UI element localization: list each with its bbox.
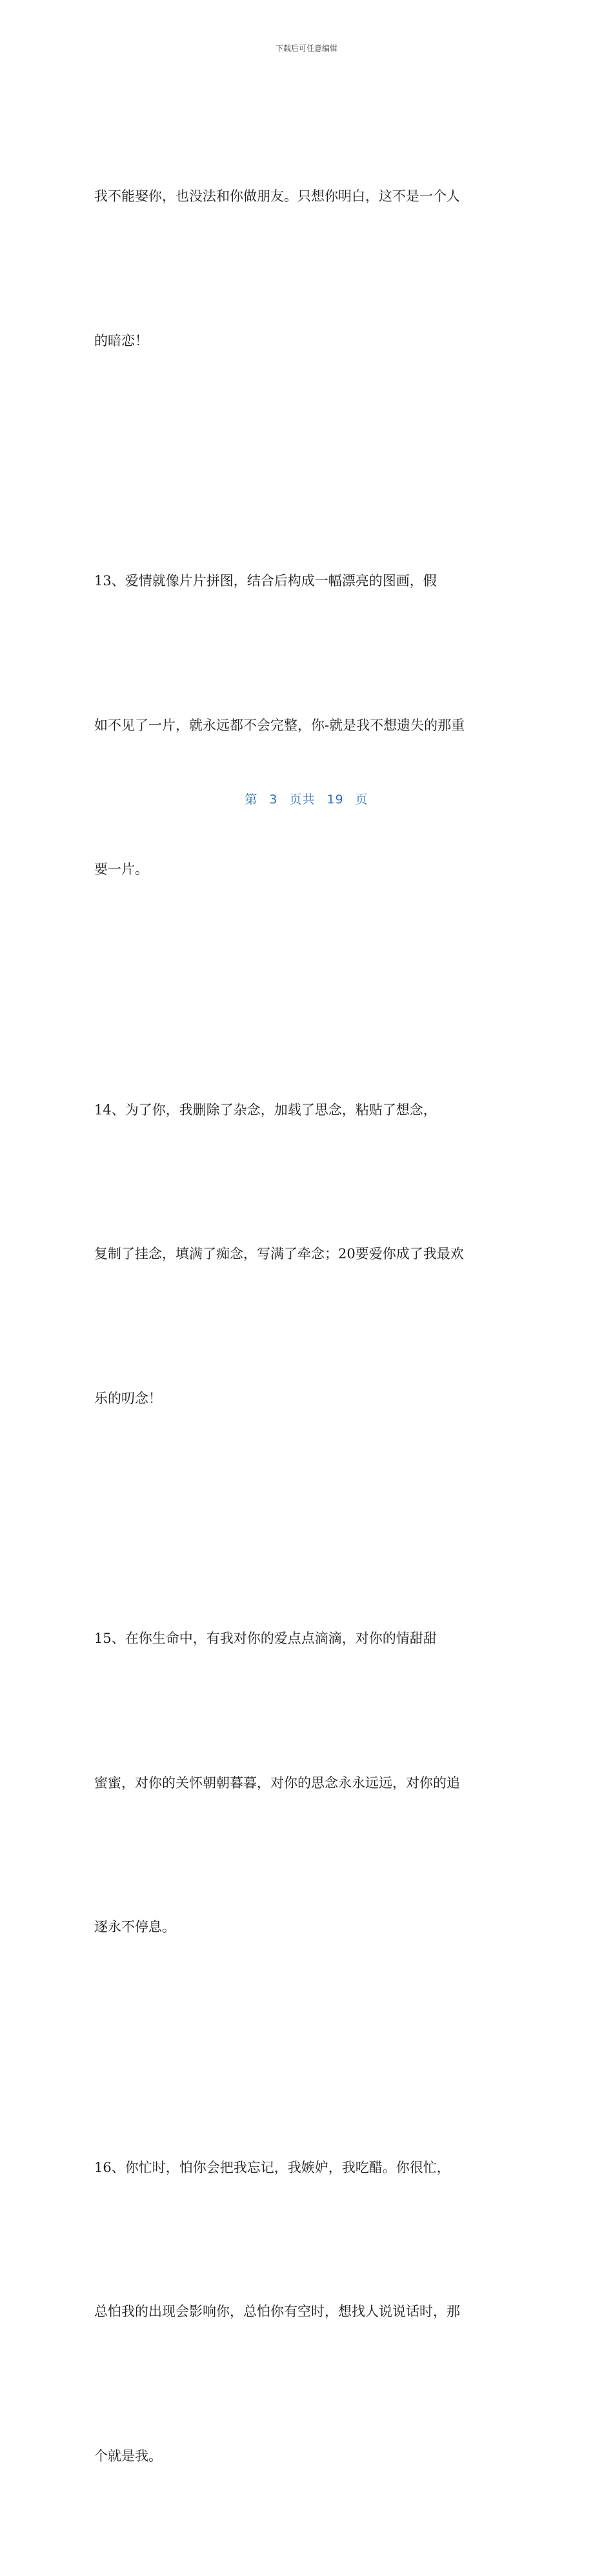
text-line: 逐永不停息。 (94, 1903, 527, 1951)
text-line: 我不能娶你，也没法和你做朋友。只想你明白，这不是一个人 (94, 172, 527, 221)
text-line: 个就是我。 (94, 2432, 527, 2480)
document-body (94, 76, 527, 2576)
total-pages-number: 19 (327, 792, 343, 807)
page-middle-text: 页共 (289, 790, 315, 807)
text-line: 的暗恋！ (94, 317, 527, 365)
page-prefix: 第 (245, 790, 257, 807)
text-line: 14、为了你，我删除了杂念，加载了思念，粘贴了想念， (94, 1086, 527, 1134)
text-line: 总怕我的出现会影响你，总怕你有空时，想找人说说话时，那 (94, 2288, 527, 2336)
text-line: 要一片。 (94, 845, 527, 894)
paragraph-14 (94, 990, 527, 1519)
text-line: 15、在你生命中，有我对你的爱点点滴滴，对你的情甜甜 (94, 1615, 527, 1663)
page-suffix: 页 (356, 790, 368, 807)
text-line: 16、你忙时，怕你会把我忘记，我嫉妒，我吃醋。你很忙， (94, 2144, 527, 2192)
text-line: 13、爱情就像片片拼图，结合后构成一幅漂亮的图画，假 (94, 557, 527, 605)
paragraph-16 (94, 2048, 527, 2576)
text-line: 复制了挂念，填满了痴念，写满了牵念；20要爱你成了我最欢 (94, 1230, 527, 1278)
text-line: 蜜蜜，对你的关怀朝朝暮暮，对你的思念永永远远，对你的追 (94, 1759, 527, 1807)
text-line: 如不见了一片，就永远都不会完整，你-就是我不想遗失的那重 (94, 701, 527, 750)
paragraph-13 (94, 461, 527, 990)
page-header: 下载后可任意编辑 (0, 43, 613, 54)
current-page-number: 3 (269, 792, 277, 807)
paragraph-15 (94, 1518, 527, 2048)
paragraph-continued (94, 76, 527, 461)
page-number-footer (0, 790, 613, 807)
text-line: 乐的叨念！ (94, 1374, 527, 1423)
